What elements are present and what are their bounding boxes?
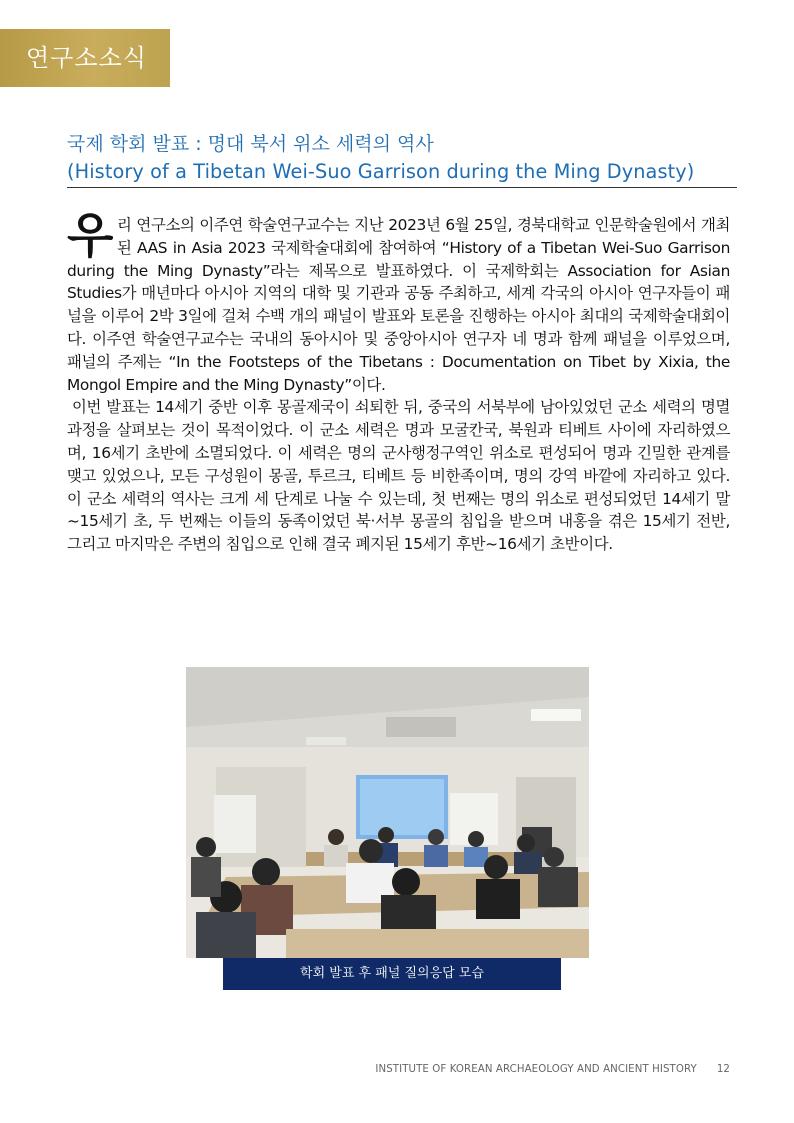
article-paragraph-1 bbox=[67, 208, 730, 396]
article-title-english: (History of a Tibetan Wei-Suo Garrison during the Ming Dynasty) bbox=[67, 160, 695, 183]
title-divider bbox=[67, 187, 737, 188]
conference-photo bbox=[186, 667, 589, 958]
article-title-korean: 국제 학회 발표 : 명대 북서 위소 세력의 역사 bbox=[67, 133, 434, 155]
photo-caption: 학회 발표 후 패널 질의응답 모습 bbox=[223, 958, 561, 990]
article-title bbox=[67, 131, 737, 185]
paragraph-1-text: 리 연구소의 이주연 학술연구교수는 지난 2023년 6월 25일, 경북대학교 인문학술원에서 개최된 AAS in Asia 2023 국제학술대회에 참여하여 “History of a Tibetan Wei-Suo Garrison during the Ming Dynasty”라는 제목으로 발표하였다. 이 국제학회는 Association for Asian Studies가 매년마다 아시아 지역의 대학 및 기관과 공동 주최하고, 세계 각국의 아시아 연구자들이 패널을 이루어 2박 3일에 걸쳐 수백 개의 패널이 발표와 토론을 진행하는 아시아 최대의 국제학술대회이다. 이주연 학술연구교수는 국내의 동아시아 및 중앙아시아 연구자 네 명과 함께 패널을 이루었으며, 패널의 주제는 “In the Footsteps of the Tibetans : Documentation on Tibet by Xixia, the Mongol Empire and the Ming Dynasty”이다. bbox=[67, 216, 730, 394]
drop-cap: 우 bbox=[67, 208, 114, 264]
section-tab: 연구소소식 bbox=[0, 29, 170, 87]
page-footer bbox=[375, 1064, 730, 1075]
article-paragraph-2: 이번 발표는 14세기 중반 이후 몽골제국이 쇠퇴한 뒤, 중국의 서북부에 남아있었던 군소 세력의 명멸과정을 살펴보는 것이 목적이었다. 이 군소 세력은 명과 모굴칸국, 북원과 티베트 사이에 자리하였으며, 16세기 초반에 소멸되었다. 이 세력은 명의 군사행정구역인 위소로 편성되어 명과 긴밀한 관계를 맺고 있었으나, 모든 구성원이 몽골, 투르크, 티베트 등 비한족이며, 명의 강역 바깥에 자리하고 있다. 이 군소 세력의 역사는 크게 세 단계로 나눌 수 있는데, 첫 번째는 명의 위소로 편성되었던 14세기 말~15세기 초, 두 번째는 이들의 동족이었던 북·서부 몽골의 침입을 받으며 내홍을 겪은 15세기 전반, 그리고 마지막은 주변의 침입으로 인해 결국 폐지된 15세기 후반~16세기 초반이다. bbox=[67, 398, 730, 554]
article-body bbox=[67, 208, 730, 556]
page-number: 12 bbox=[716, 1064, 730, 1075]
footer-institute: INSTITUTE OF KOREAN ARCHAEOLOGY AND ANCIENT HISTORY bbox=[375, 1064, 697, 1075]
